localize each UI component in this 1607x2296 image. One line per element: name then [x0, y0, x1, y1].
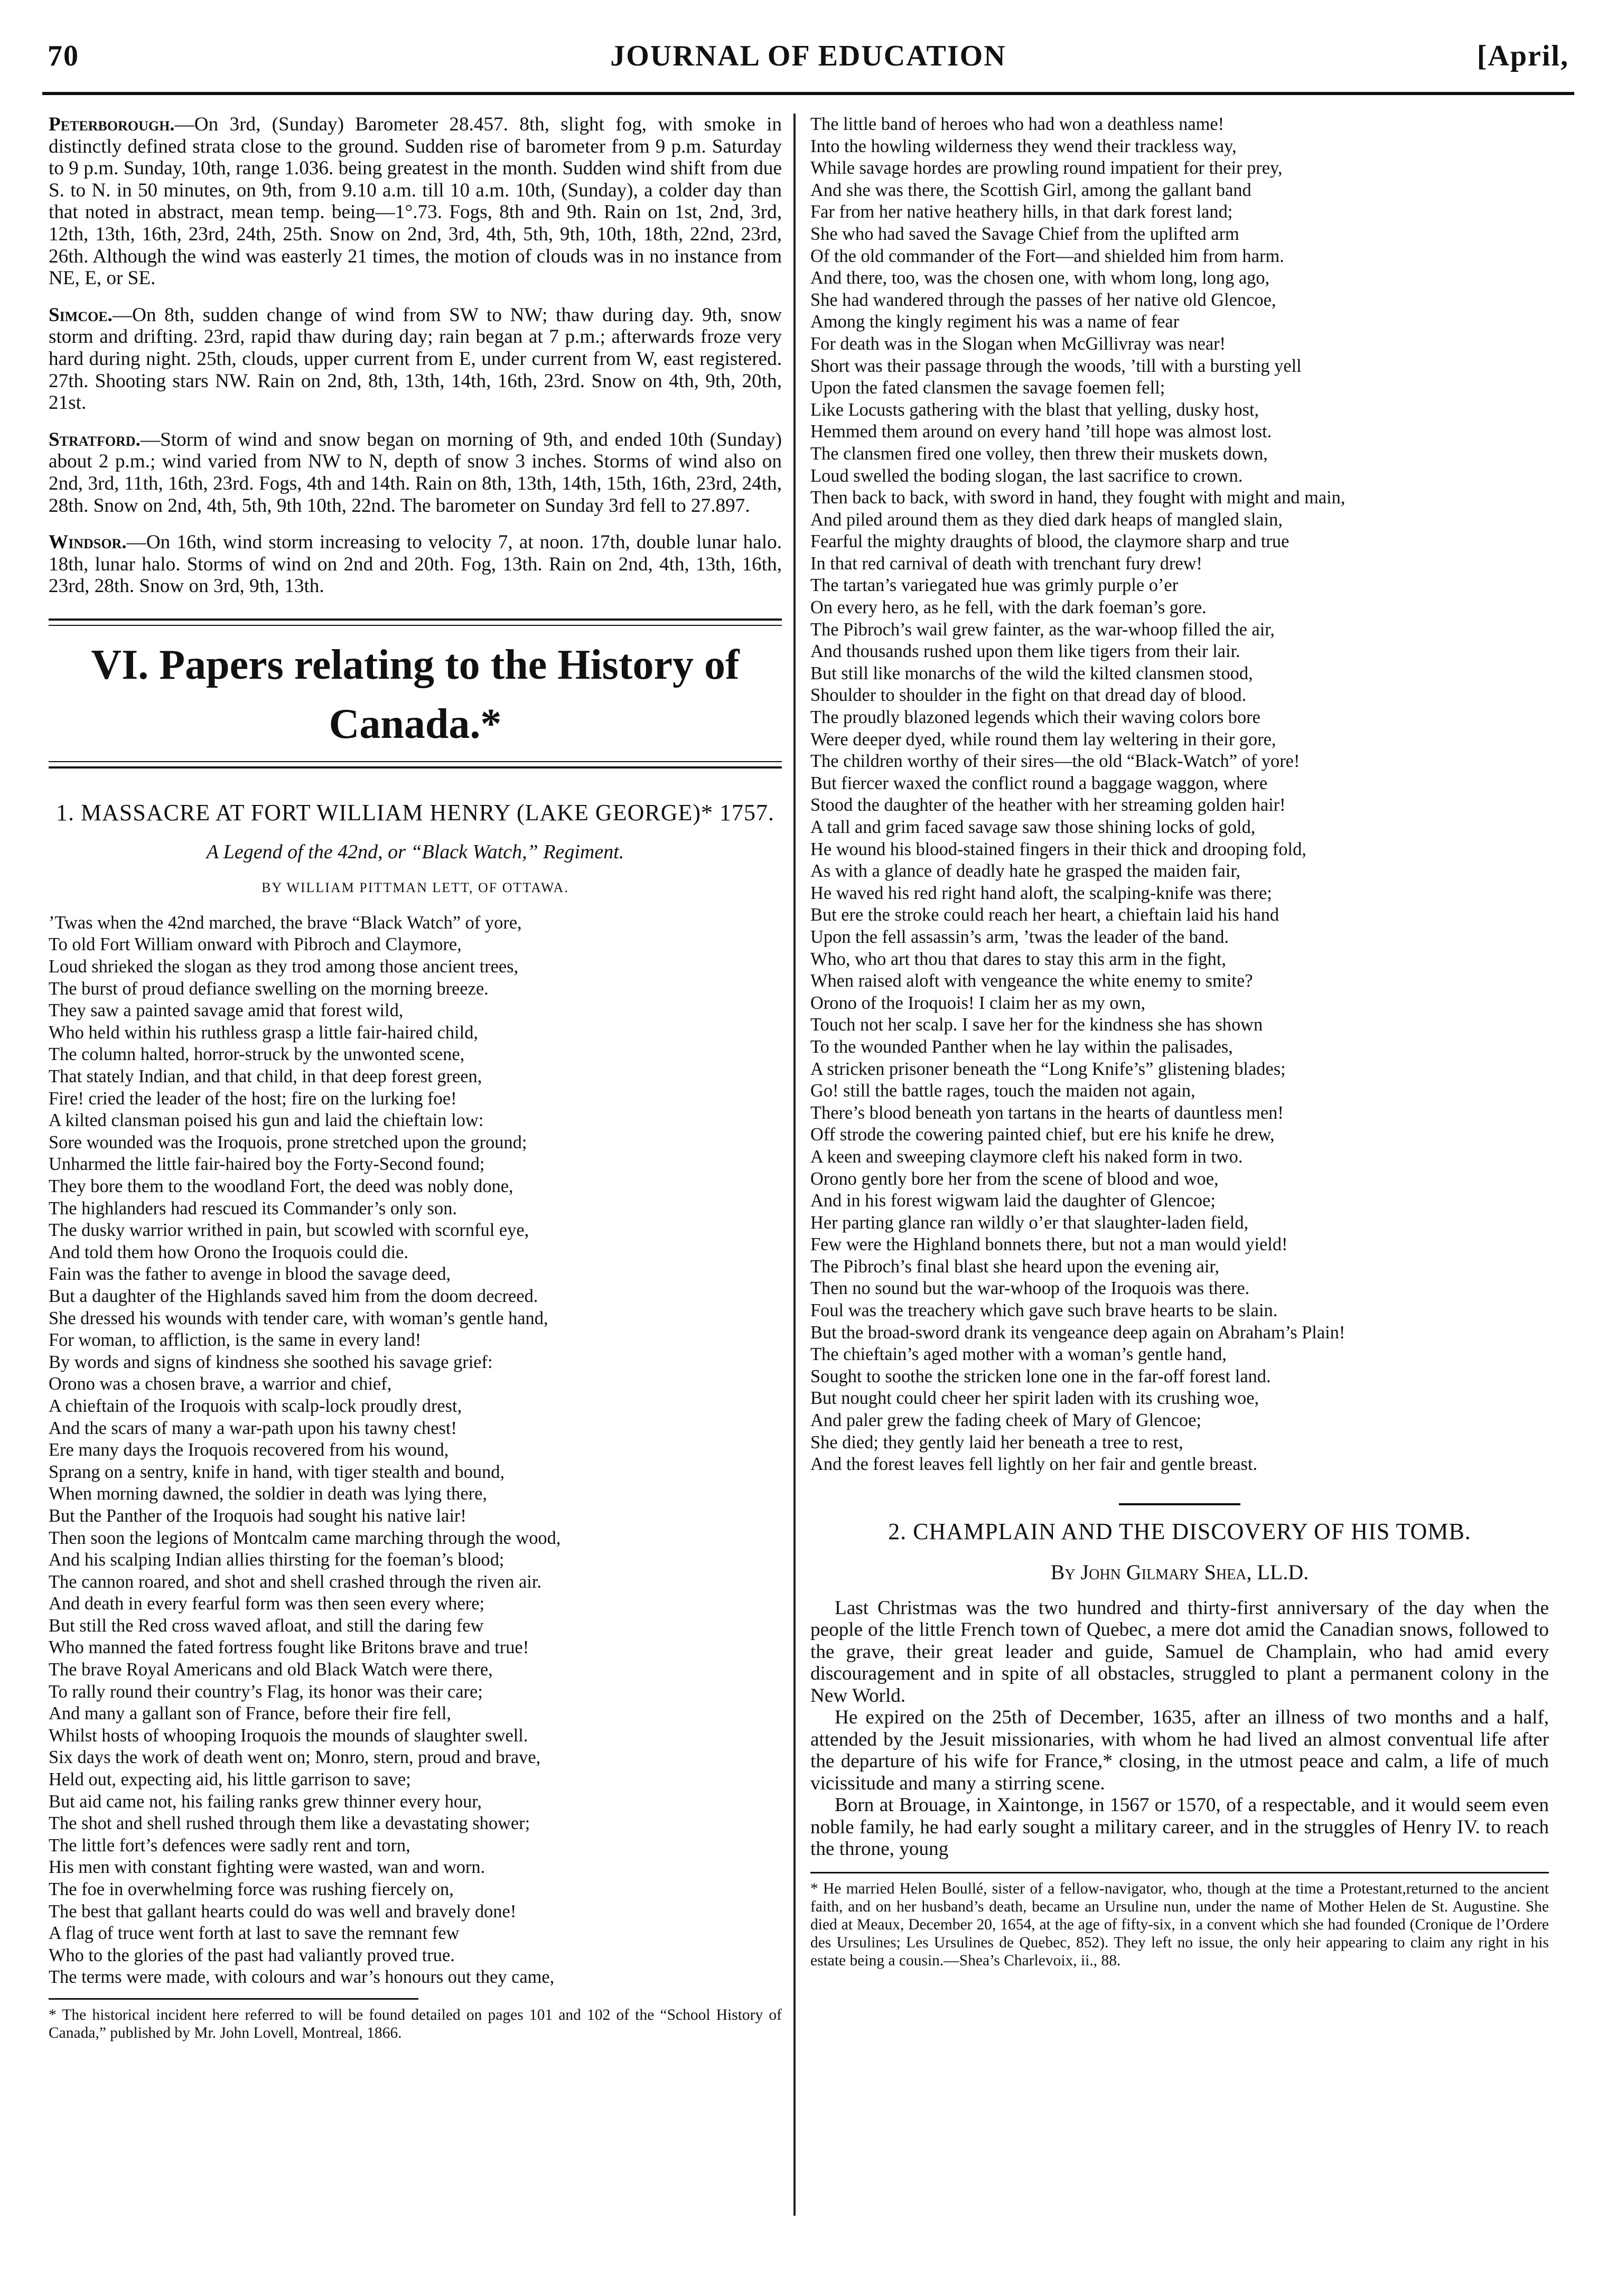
journal-title: JOURNAL OF EDUCATION — [610, 40, 1006, 72]
poem-line: Fain was the father to avenge in blood the savage deed, — [49, 1264, 451, 1285]
poem-line: The Pibroch’s wail grew fainter, as the war-whoop filled the air, — [810, 619, 1275, 640]
poem-line: Orono of the Iroquois! I claim her as my own, — [810, 992, 1146, 1013]
poem-line: When raised aloft with vengeance the white enemy to smite? — [810, 971, 1253, 991]
poem-line: And many a gallant son of France, before their fire fell, — [49, 1703, 452, 1724]
poem-line: Sore wounded was the Iroquois, prone stretched upon the ground; — [49, 1132, 527, 1152]
poem-line: Were deeper dyed, while round them lay weltering in their gore, — [810, 729, 1276, 749]
poem-line: Of the old commander of the Fort—and shielded him from harm. — [810, 246, 1284, 266]
poem-line: Stood the daughter of the heather with her streaming golden hair! — [810, 795, 1286, 816]
poem-line: Who to the glories of the past had valiantly proved true. — [49, 1945, 455, 1965]
weather-reports — [49, 114, 782, 597]
poem-line: Off strode the cowering painted chief, but ere his knife he drew, — [810, 1124, 1275, 1145]
poem-line: Sought to soothe the stricken lone one in the far-off forest land. — [810, 1366, 1271, 1386]
poem-line: Who, who art thou that dares to stay this arm in the fight, — [810, 949, 1227, 969]
poem-line: The dusky warrior writhed in pain, but scowled with scornful eye, — [49, 1220, 529, 1241]
poem-line: The cannon roared, and shot and shell crashed through the riven air. — [49, 1571, 542, 1592]
poem-line: Then no sound but the war-whoop of the Iroquois was there. — [810, 1278, 1250, 1299]
poem-line: To rally round their country’s Flag, its honor was their care; — [49, 1681, 483, 1702]
poem-line: The clansmen fired one volley, then threw their muskets down, — [810, 443, 1268, 464]
poem-line: When morning dawned, the soldier in death was lying there, — [49, 1484, 487, 1504]
poem-line: And in his forest wigwam laid the daughter of Glencoe; — [810, 1191, 1216, 1211]
poem-line: Upon the fated clansmen the savage foemen fell; — [810, 378, 1165, 398]
article-byline: By John Gilmary Shea, LL.D. — [1050, 1560, 1309, 1584]
poem-line: She who had saved the Savage Chief from the uplifted arm — [810, 223, 1239, 244]
section-rule-top — [49, 618, 782, 626]
poem-line: And death in every fearful form was then seen every where; — [49, 1594, 485, 1614]
weather-report — [49, 531, 782, 597]
poem-line: Who held within his ruthless grasp a little fair-haired child, — [49, 1022, 479, 1043]
column-divider — [793, 114, 796, 2216]
poem-line: Who manned the fated fortress fought like Britons brave and true! — [49, 1637, 529, 1658]
poem-line: For death was in the Slogan when McGillivray was near! — [810, 333, 1226, 354]
poem-line: A flag of truce went forth at last to save the remnant few — [49, 1923, 460, 1944]
poem-line: And she was there, the Scottish Girl, among the gallant band — [810, 180, 1251, 200]
poem-line: The highlanders had rescued its Commander’s only son. — [49, 1198, 457, 1219]
poem-line: A keen and sweeping claymore cleft his naked form in two. — [810, 1146, 1243, 1167]
report-text: —Storm of wind and snow began on morning of 9th, and ended 10th (Sunday) about 2 p.m.; wind varied from NW to N, depth of snow 3 inches. Storms of wind also on 2nd, 3rd, 11th, 16th, 23rd. Fogs, 4th and 14th. Rain on 8th, 13th, 14th, 15th, 16th, 23rd, 24th, 28th. Snow on 2nd, 4th, 5th, 9th 10th, 22nd. The barometer on Sunday 3rd fell to 27.897. — [49, 428, 782, 517]
footnote: * He married Helen Boullé, sister of a fellow-navigator, who, though at the time a Protestant,returned to the ancient faith, and on her husband’s death, became an Ursuline nun, under the name of Mother Helen de St. Augustine. She died at Meaux, December 20, 1654, at the age of fifty-six, in a convent which she had founded (Cronique de l’Ordere des Ursulines; Les Ursulines de Quebec, 852). They left no issue, the only heir appearing to claim any right in his estate being a cousin.—Shea’s Charlevoix, ii., 88. — [810, 1880, 1549, 1969]
poem-line: Like Locusts gathering with the blast that yelling, dusky host, — [810, 399, 1259, 420]
poem-line: Upon the fell assassin’s arm, ’twas the leader of the band. — [810, 926, 1229, 947]
poem-line: The chieftain’s aged mother with a woman’s gentle hand, — [810, 1344, 1227, 1365]
section-rule-bottom — [49, 761, 782, 769]
poem-line: Orono was a chosen brave, a warrior and chief, — [49, 1374, 392, 1394]
poem-line: She died; they gently laid her beneath a tree to rest, — [810, 1432, 1183, 1452]
poem-line: Among the kingly regiment his was a name of fear — [810, 312, 1180, 332]
poem-line: For woman, to affliction, is the same in every land! — [49, 1330, 422, 1351]
footnote-rule — [49, 1998, 418, 2000]
poem-line: Touch not her scalp. I save her for the kindness she has shown — [810, 1015, 1263, 1035]
poem-line: And his scalping Indian allies thirsting for the foeman’s blood; — [49, 1550, 504, 1570]
poem-line: Sprang on a sentry, knife in hand, with tiger stealth and bound, — [49, 1461, 505, 1482]
weather-report — [49, 304, 782, 414]
poem-line: Short was their passage through the woods, ’till with a bursting yell — [810, 355, 1302, 376]
report-text: —On 16th, wind storm increasing to velocity 7, at noon. 17th, double lunar halo. 18th, lunar halo. Storms of wind on 2nd and 20th. Fog, 13th. Rain on 2nd, 4th, 13th, 16th, 23rd, 28th. Snow on 3rd, 9th, 13th. — [49, 531, 782, 597]
poem-line: The proudly blazoned legends which their waving colors bore — [810, 707, 1260, 728]
poem-line: Foul was the treachery which gave such brave hearts to be slain. — [810, 1300, 1278, 1321]
poem-line: A stricken prisoner beneath the “Long Knife’s” glistening blades; — [810, 1058, 1286, 1079]
poem-line: Hemmed them around on every hand ’till hope was almost lost. — [810, 421, 1272, 442]
station-name: Simcoe. — [49, 304, 113, 326]
poem-line: He wound his blood-stained fingers in their thick and drooping fold, — [810, 839, 1306, 859]
page-number: 70 — [48, 40, 79, 72]
article-title: 2. CHAMPLAIN AND THE DISCOVERY OF HIS TOMB. — [888, 1518, 1471, 1544]
poem-line: A chieftain of the Iroquois with scalp-lock proudly drest, — [49, 1395, 462, 1416]
poem-line: The brave Royal Americans and old Black Watch were there, — [49, 1660, 493, 1680]
poem-line: And told them how Orono the Iroquois could die. — [49, 1242, 409, 1262]
poem-line: And the forest leaves fell lightly on her fair and gentle breast. — [810, 1454, 1258, 1475]
poem-line: But the Panther of the Iroquois had sought his native lair! — [49, 1505, 466, 1526]
poem-line: Fire! cried the leader of the host; fire on the lurking foe! — [49, 1088, 457, 1109]
right-column — [810, 114, 1549, 1970]
poem-line: Orono gently bore her from the scene of blood and woe, — [810, 1168, 1219, 1189]
poem-line: Into the howling wilderness they wend their trackless way, — [810, 136, 1237, 156]
station-name: Peterborough. — [49, 114, 175, 135]
poem-line: Whilst hosts of whooping Iroquois the mounds of slaughter swell. — [49, 1725, 528, 1746]
report-text: —On 8th, sudden change of wind from SW to NW; thaw during day. 9th, snow storm and drifting. 23rd, rapid thaw during day; rain began at 7 p.m.; afterwards froze very hard during night. 25th, clouds, upper current from E, under current from W, east registered. 27th. Shooting stars NW. Rain on 2nd, 8th, 13th, 14th, 16th, 23rd. Snow on 4th, 9th, 20th, 21st. — [49, 304, 782, 414]
poem-line: The terms were made, with colours and war’s honours out they came, — [49, 1967, 555, 1988]
article-paragraph: Last Christmas was the two hundred and thirty-first anniversary of the day when the people of the little French town of Quebec, a mere dot amid the Canadian snows, followed to the grave, their great leader and guide, Samuel de Champlain, who had amid every discouragement and in spite of all obstacles, struggled to plant a permanent colony in the New World. — [810, 1597, 1549, 1707]
poem-line: And paler grew the fading cheek of Mary of Glencoe; — [810, 1410, 1202, 1431]
poem-line: The foe in overwhelming force was rushing fiercely on, — [49, 1879, 454, 1899]
poem-line: The little band of heroes who had won a deathless name! — [810, 114, 1225, 134]
poem-line: The Pibroch’s final blast she heard upon the evening air, — [810, 1256, 1220, 1277]
page-header — [42, 34, 1574, 95]
poem-line: The best that gallant hearts could do was well and bravely done! — [49, 1901, 517, 1922]
issue-month: [April, — [1477, 40, 1569, 72]
poem-line: The little fort’s defences were sadly rent and torn, — [49, 1835, 410, 1855]
poem-line: But fiercer waxed the conflict round a baggage waggon, where — [810, 773, 1268, 793]
poem-line: As with a glance of deadly hate he grasped the maiden fair, — [810, 861, 1241, 882]
poem-line: The children worthy of their sires—the old “Black-Watch” of yore! — [810, 751, 1300, 772]
poem-part-two — [810, 114, 1549, 1476]
poem-line: His men with constant fighting were wasted, wan and worn. — [49, 1857, 485, 1878]
poem-line: But the broad-sword drank its vengeance deep again on Abraham’s Plain! — [810, 1322, 1346, 1343]
poem-line: That stately Indian, and that child, in that deep forest green, — [49, 1066, 482, 1087]
poem-line: They bore them to the woodland Fort, the deed was nobly done, — [49, 1176, 513, 1196]
poem-line: Then back to back, with sword in hand, they fought with might and main, — [810, 488, 1346, 508]
poem-line: Loud swelled the boding slogan, the last sacrifice to crown. — [810, 465, 1243, 486]
poem-line: Loud shrieked the slogan as they trod among those ancient trees, — [49, 957, 519, 977]
station-name: Stratford. — [49, 428, 141, 451]
article-subtitle: A Legend of the 42nd, or “Black Watch,” Regiment. — [206, 840, 624, 863]
poem-line: But ere the stroke could reach her heart, a chieftain laid his hand — [810, 905, 1279, 925]
weather-report — [49, 429, 782, 517]
poem-line: Held out, expecting aid, his little garrison to save; — [49, 1769, 411, 1790]
poem-line: Ere many days the Iroquois recovered from his wound, — [49, 1440, 449, 1460]
poem-part-one — [49, 912, 782, 1989]
poem-line: And thousands rushed upon them like tigers from their lair. — [810, 641, 1240, 662]
poem-line: The tartan’s variegated hue was grimly purple o’er — [810, 575, 1179, 596]
poem-line: And piled around them as they died dark heaps of mangled slain, — [810, 509, 1283, 530]
article-separator — [1119, 1503, 1240, 1505]
poem-line: And there, too, was the chosen one, with whom long, long ago, — [810, 268, 1270, 288]
poem-line: But a daughter of the Highlands saved him from the doom decreed. — [49, 1286, 538, 1306]
poem-line: They saw a painted savage amid that forest wild, — [49, 1000, 404, 1021]
article-body — [810, 1597, 1549, 1860]
poem-line: Six days the work of death went on; Monro, stern, proud and brave, — [49, 1747, 541, 1768]
poem-line: The column halted, horror-struck by the unwonted scene, — [49, 1044, 465, 1065]
poem-line: The shot and shell rushed through them like a devastating shower; — [49, 1813, 530, 1834]
section-heading: VI. Papers relating to the History of Canada.* — [91, 641, 740, 747]
poem-line: By words and signs of kindness she soothed his savage grief: — [49, 1352, 493, 1372]
poem-line: But nought could cheer her spirit laden with its crushing woe, — [810, 1388, 1259, 1409]
poem-line: She dressed his wounds with tender care, with woman’s gentle hand, — [49, 1308, 548, 1328]
poem-line: ’Twas when the 42nd marched, the brave “Black Watch” of yore, — [49, 912, 522, 933]
poem-line: Shoulder to shoulder in the fight on that dread day of blood. — [810, 685, 1247, 706]
poem-line: A tall and grim faced savage saw those shining locks of gold, — [810, 817, 1256, 837]
poem-line: Go! still the battle rages, touch the maiden not again, — [810, 1081, 1195, 1101]
article-paragraph: He expired on the 25th of December, 1635, after an illness of two months and a half, attended by the Jesuit missionaries, with whom he had lived an almost conventual life after the departure of his wife for France,* closing, in the utmost peace and calm, a life of much vicissitude and many a stirring scene. — [810, 1707, 1549, 1794]
poem-line: He waved his red right hand aloft, the scalping-knife was there; — [810, 883, 1272, 903]
poem-line: The burst of proud defiance swelling on the morning breeze. — [49, 978, 489, 999]
poem-line: Unharmed the little fair-haired boy the Forty-Second found; — [49, 1154, 485, 1175]
poem-line: To the wounded Panther when he lay within the palisades, — [810, 1036, 1233, 1057]
poem-line: While savage hordes are prowling round impatient for their prey, — [810, 158, 1283, 179]
poem-line: To old Fort William onward with Pibroch and Claymore, — [49, 934, 462, 955]
poem-line: A kilted clansman poised his gun and laid the chieftain low: — [49, 1110, 484, 1131]
article-title: 1. MASSACRE AT FORT WILLIAM HENRY (LAKE GEORGE)* 1757. — [56, 799, 774, 826]
poem-line: But still the Red cross waved afloat, and still the daring few — [49, 1615, 484, 1636]
poem-line: Her parting glance ran wildly o’er that slaughter-laden field, — [810, 1212, 1249, 1233]
poem-line: She had wandered through the passes of her native old Glencoe, — [810, 289, 1276, 310]
left-column — [49, 114, 782, 2042]
poem-line: On every hero, as he fell, with the dark foeman’s gore. — [810, 597, 1207, 618]
poem-line: There’s blood beneath yon tartans in the hearts of dauntless men! — [810, 1102, 1284, 1123]
poem-line: But still like monarchs of the wild the kilted clansmen stood, — [810, 663, 1253, 683]
poem-line: And the scars of many a war-path upon his tawny chest! — [49, 1418, 457, 1438]
poem-line: Far from her native heathery hills, in that dark forest land; — [810, 202, 1233, 222]
article-byline: BY WILLIAM PITTMAN LETT, OF OTTAWA. — [261, 879, 569, 895]
weather-report — [49, 114, 782, 289]
article-paragraph: Born at Brouage, in Xaintonge, in 1567 or 1570, of a respectable, and it would seem even noble family, he had early sought a military career, and in the struggles of Henry IV. to reach the throne, young — [810, 1794, 1549, 1860]
report-text: —On 3rd, (Sunday) Barometer 28.457. 8th, slight fog, with smoke in distinctly defined strata close to the ground. Sudden rise of barometer from 9 p.m. Saturday to 9 p.m. Sunday, 10th, range 1.036. being greatest in the month. Sudden wind shift from due S. to N. in 50 minutes, on 9th, from 9.10 a.m. till 10 a.m. 10th, (Sunday), a colder day than that noted in abstract, mean temp. being—1°.73. Fogs, 8th and 9th. Rain on 1st, 2nd, 3rd, 12th, 13th, 16th, 23rd, 24th, 25th. Snow on 2nd, 3rd, 4th, 5th, 9th, 10th, 18th, 22nd, 23rd, 26th. Although the wind was easterly 21 times, the motion of clouds was in no instance from NE, E, or SE. — [49, 114, 782, 289]
poem-line: Fearful the mighty draughts of blood, the claymore sharp and true — [810, 531, 1290, 552]
footnote: * The historical incident here referred to will be found detailed on pages 101 and 102 of the “School History of Canada,” published by Mr. John Lovell, Montreal, 1866. — [49, 2006, 782, 2041]
poem-line: Then soon the legions of Montcalm came marching through the wood, — [49, 1527, 561, 1548]
footnote-rule — [810, 1872, 1549, 1873]
poem-line: Few were the Highland bonnets there, but not a man would yield! — [810, 1234, 1288, 1255]
station-name: Windsor. — [49, 531, 127, 554]
poem-line: In that red carnival of death with trenchant fury drew! — [810, 553, 1202, 574]
poem-line: But aid came not, his failing ranks grew thinner every hour, — [49, 1791, 482, 1812]
